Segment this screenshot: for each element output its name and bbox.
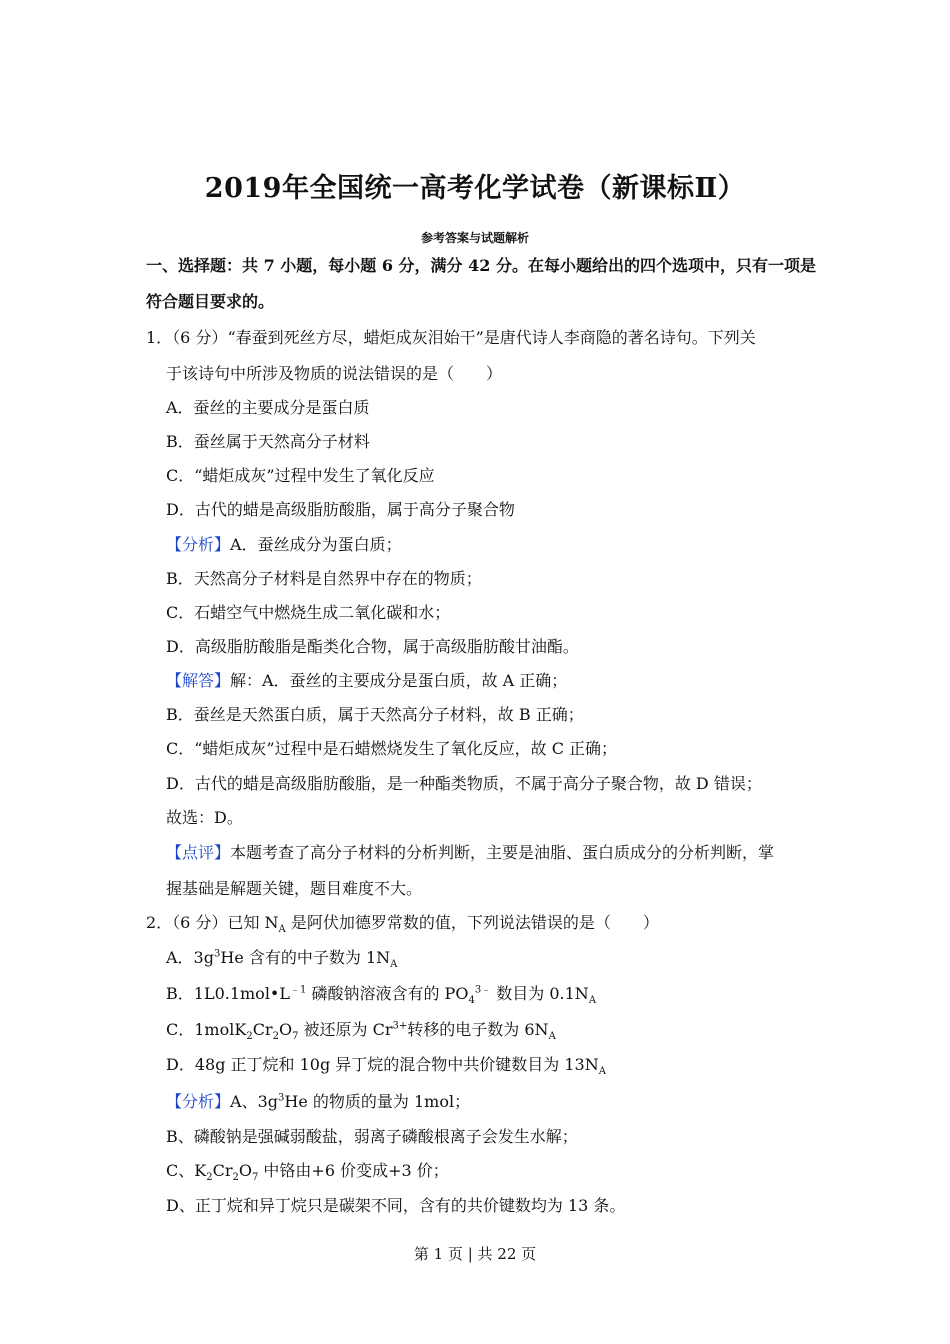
q2-analysis-line3: C、$K_2Cr_2O_7$ 中铬由+6 价变成+3 价；: [166, 1161, 449, 1184]
q1-comment-line1: 【点评】本题考查了高分子材料的分析判断，主要是油脂、蛋白质成分的分析判断，掌: [166, 843, 775, 862]
answer-tag: 【解答】: [166, 671, 231, 690]
q1-analysis-line1: 【分析】A．蚕丝成分为蛋白质；: [166, 535, 402, 554]
q2-option-a: A．$3g^3He$ 含有的中子数为 $1N_A$: [166, 948, 398, 971]
q1-analysis-line4: D．高级脂肪酸脂是酯类化合物，属于高级脂肪酸甘油酯。: [166, 637, 579, 656]
q1-option-c: C．“蜡炬成灰”过程中发生了氧化反应: [166, 466, 435, 485]
q1-analysis-line2: B．天然高分子材料是自然界中存在的物质；: [166, 569, 482, 588]
comment-tag: 【点评】: [166, 843, 231, 862]
analysis-tag: 【分析】: [166, 535, 231, 554]
q2-stem: 2．（6 分）已知 $N_A$ 是阿伏加德罗常数的值，下列说法错误的是（ ）: [146, 913, 659, 936]
page-footer: 第 1 页 | 共 22 页: [413, 1245, 537, 1263]
q1-answer-line1: 【解答】解：A．蚕丝的主要成分是蛋白质，故 A 正确；: [166, 671, 568, 690]
q1-analysis-line3: C．石蜡空气中燃烧生成二氧化碳和水；: [166, 603, 451, 622]
q2-analysis-line4: D、正丁烷和异丁烷只是碳架不同，含有的共价键数均为 13 条。: [166, 1196, 626, 1215]
q1-comment-line2: 握基础是解题关键，题目难度不大。: [166, 879, 423, 898]
page-title: 2019年全国统一高考化学试卷（新课标Ⅱ）: [204, 173, 746, 204]
q1-answer-line3: C．“蜡炬成灰”过程中是石蜡燃烧发生了氧化反应，故 C 正确；: [166, 739, 618, 758]
q1-answer-line5: 故选：D。: [166, 808, 243, 827]
q2-analysis-line1: 【分析】A、$3g^3He$ 的物质的量为 1mol；: [166, 1092, 471, 1111]
q2-analysis-line2: B、磷酸钠是强碱弱酸盐，弱离子磷酸根离子会发生水解；: [166, 1127, 578, 1146]
q1-answer-line2: B．蚕丝是天然蛋白质，属于天然高分子材料，故 B 正确；: [166, 705, 584, 724]
analysis-tag: 【分析】: [166, 1092, 231, 1111]
q1-option-d: D．古代的蜡是高级脂肪酸脂，属于高分子聚合物: [166, 500, 515, 519]
page-subtitle: 参考答案与试题解析: [420, 231, 529, 245]
q1-stem-line1: 1．（6 分）“春蚕到死丝方尽，蜡炬成灰泪始干”是唐代诗人李商隐的著名诗句。下列关: [146, 328, 756, 347]
q2-option-b: B．$1L0.1mol•L^{﹣1}$ 磷酸钠溶液含有的 $PO_4^{3﹣}$ 数目为 $0.1N_A$: [166, 984, 597, 1007]
q1-option-a: A．蚕丝的主要成分是蛋白质: [166, 398, 370, 417]
q2-option-c: C．$1molK_2Cr_2O_7$ 被还原为 $Cr^{3+}$转移的电子数为 $6N_A$: [166, 1020, 556, 1043]
q1-answer-line4: D．古代的蜡是高级脂肪酸脂，是一种酯类物质，不属于高分子聚合物，故 D 错误；: [166, 774, 762, 793]
q1-option-b: B．蚕丝属于天然高分子材料: [166, 432, 370, 451]
q2-option-d: D．48g 正丁烷和 10g 异丁烷的混合物中共价键数目为 $13N_A$: [166, 1055, 606, 1078]
section-heading: 一、选择题：共 7 小题，每小题 6 分，满分 42 分。在每小题给出的四个选项中，只有一项是符合题目要求的。: [146, 256, 816, 311]
q1-stem-line2: 于该诗句中所涉及物质的说法错误的是（ ）: [166, 364, 503, 383]
